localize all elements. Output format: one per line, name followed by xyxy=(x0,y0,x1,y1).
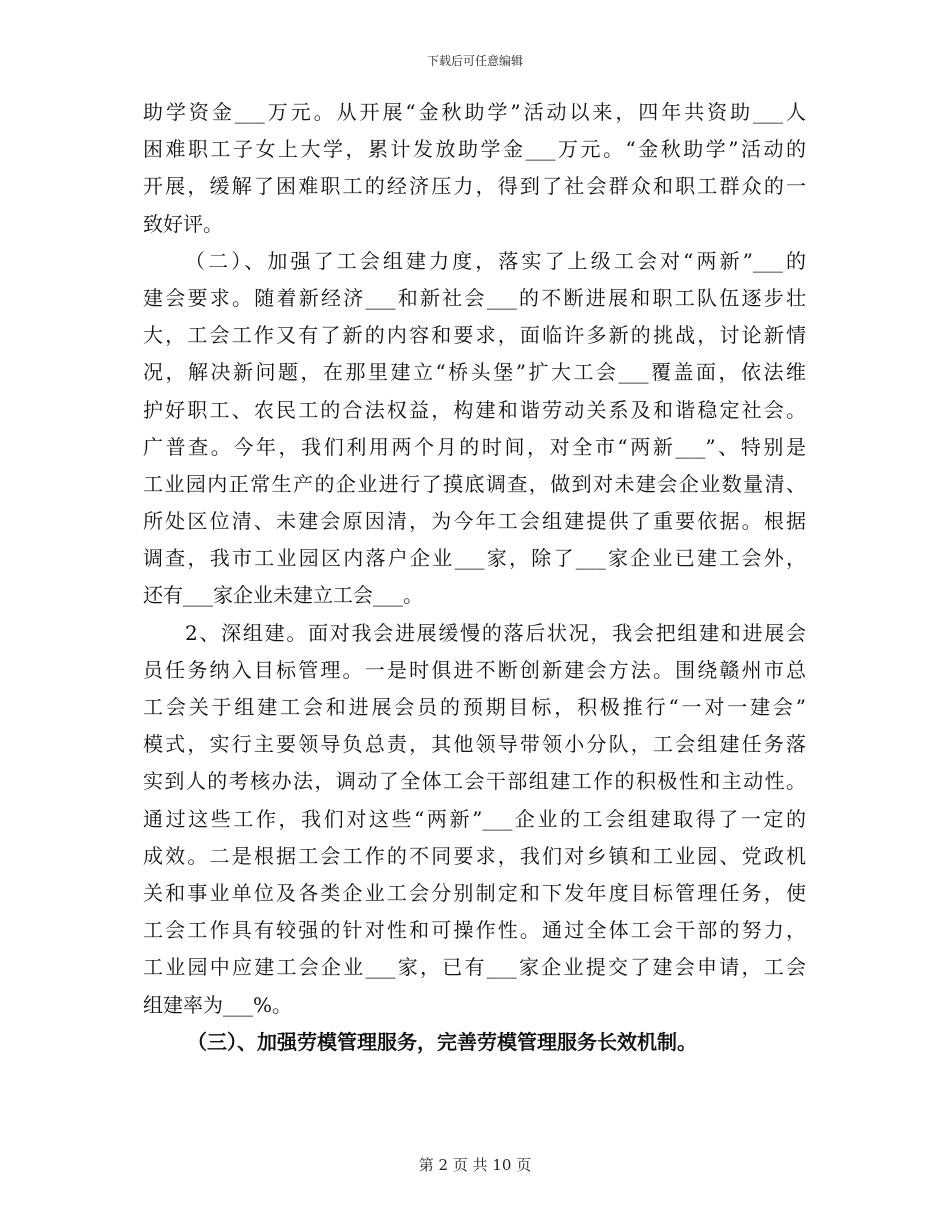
body-line: 致好评。 xyxy=(143,211,223,236)
body-line: 开展，缓解了困难职工的经济压力，得到了社会群众和职工群众的一 xyxy=(143,174,806,199)
body-line: 组建率为___%。 xyxy=(143,992,293,1017)
section-two-line: （二）、加强了工会组建力度，落实了上级工会对“两新”___的 xyxy=(185,248,806,273)
document-body xyxy=(143,94,806,1061)
body-line: 关和事业单位及各类企业工会分别制定和下发年度目标管理任务，使 xyxy=(143,880,806,905)
section-three-heading: （三）、加强劳模管理服务，完善劳模管理服务长效机制。 xyxy=(187,1029,697,1054)
body-line: 模式，实行主要领导负总责，其他领导带领小分队，工会组建任务落 xyxy=(143,732,806,757)
body-line: 所处区位清、未建会原因清，为今年工会组建提供了重要依据。根据 xyxy=(143,509,806,534)
body-line: 还有___家企业未建立工会___。 xyxy=(143,583,423,608)
body-line: 大，工会工作又有了新的内容和要求，面临许多新的挑战，讨论新情 xyxy=(143,323,806,348)
body-line: 实到人的考核办法，调动了全体工会干部组建工作的积极性和主动性。 xyxy=(143,769,806,794)
body-line: 工会关于组建工会和进展会员的预期目标，积极推行“一对一建会” xyxy=(143,695,806,719)
body-line: 广普查。今年，我们利用两个月的时间，对全市“两新___”、特别是 xyxy=(143,434,806,459)
body-line: 护好职工、农民工的合法权益，构建和谐劳动关系及和谐稳定社会。 xyxy=(143,397,806,422)
body-line: 困难职工子女上大学，累计发放助学金___万元。“金秋助学”活动的 xyxy=(143,137,806,162)
body-line: 况，解决新问题，在那里建立“桥头堡”扩大工会___覆盖面，依法维 xyxy=(143,360,806,385)
numbered-item-line: 2、深组建。面对我会进展缓慢的落后状况，我会把组建和进展会 xyxy=(185,620,806,645)
body-line: 工业园内正常生产的企业进行了摸底调查，做到对未建会企业数量清、 xyxy=(143,471,806,496)
page-header: 下载后可任意编辑 xyxy=(426,54,523,68)
body-line: 助学资金___万元。从开展“金秋助学”活动以来，四年共资助___人 xyxy=(143,100,806,124)
page-footer: 第 2 页 共 10 页 xyxy=(418,1156,532,1174)
body-line: 工业园中应建工会企业___家，已有___家企业提交了建会申请，工会 xyxy=(143,955,806,980)
body-line: 建会要求。随着新经济___和新社会___的不断进展和职工队伍逐步壮 xyxy=(143,285,806,310)
body-line: 员任务纳入目标管理。一是时俱进不断创新建会方法。围绕赣州市总 xyxy=(143,657,806,682)
body-line: 成效。二是根据工会工作的不同要求，我们对乡镇和工业园、党政机 xyxy=(143,843,806,868)
body-line: 调查，我市工业园区内落户企业___家，除了___家企业已建工会外， xyxy=(143,546,806,571)
body-line: 工会工作具有较强的针对性和可操作性。通过全体工会干部的努力， xyxy=(143,918,806,943)
body-line: 通过这些工作，我们对这些“两新”___企业的工会组建取得了一定的 xyxy=(143,806,806,831)
